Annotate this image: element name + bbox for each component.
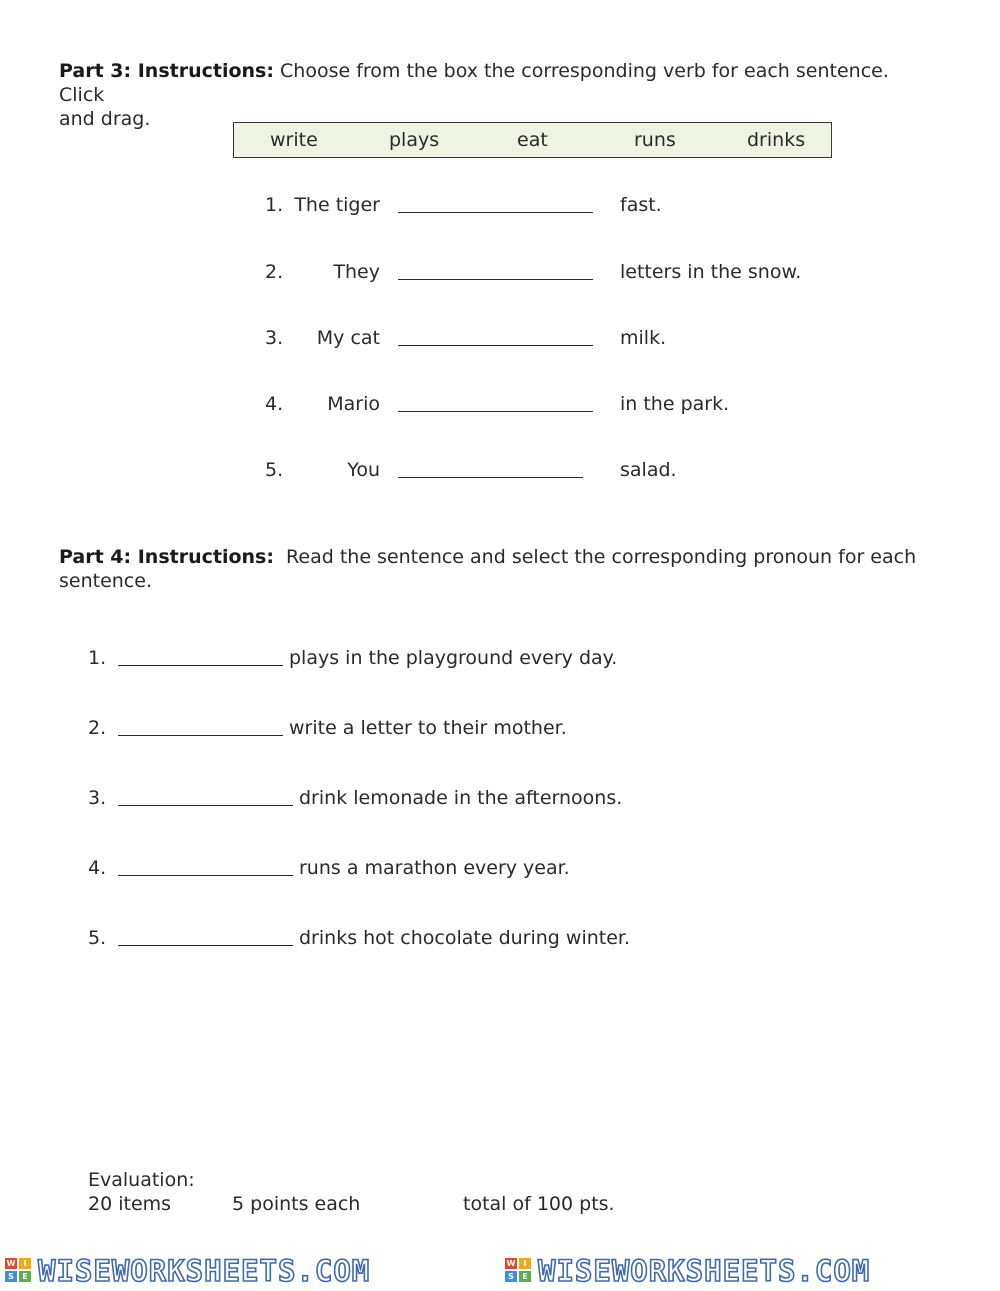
word-bank-item[interactable]: runs <box>634 129 676 151</box>
answer-blank[interactable] <box>398 411 593 412</box>
item-number: 5. <box>88 927 107 949</box>
brand-text: WISEWORKSHEETS.COM <box>538 1254 871 1288</box>
evaluation-items: 20 items <box>88 1193 172 1215</box>
item-subject: They <box>333 261 380 283</box>
answer-blank[interactable] <box>398 477 583 478</box>
logo-letter: I <box>19 1258 31 1269</box>
answer-blank[interactable] <box>118 945 293 946</box>
logo-letter: S <box>505 1271 517 1282</box>
answer-blank[interactable] <box>118 735 283 736</box>
item-ending: drinks hot chocolate during winter. <box>299 927 631 949</box>
logo-letter: S <box>5 1271 17 1282</box>
item-number: 2. <box>88 717 107 739</box>
part4-instruction-text-2: sentence. <box>59 570 152 592</box>
footer-watermark <box>0 1252 1000 1291</box>
item-ending: salad. <box>620 459 677 481</box>
answer-blank[interactable] <box>118 665 283 666</box>
item-ending: fast. <box>620 194 662 216</box>
logo-letter: E <box>19 1271 31 1282</box>
logo-letter: E <box>519 1271 531 1282</box>
logo-letter: W <box>6 1259 16 1268</box>
answer-blank[interactable] <box>398 345 593 346</box>
item-number: 3. <box>88 787 107 809</box>
part4-instructions <box>59 545 939 593</box>
word-bank-item[interactable]: write <box>270 129 318 151</box>
item-ending: in the park. <box>620 393 730 415</box>
part3-heading: Part 3: Instructions: <box>59 60 274 82</box>
part3-instruction-text-2: and drag. <box>59 108 151 130</box>
word-bank <box>233 122 832 158</box>
answer-blank[interactable] <box>118 875 293 876</box>
item-subject: Mario <box>327 393 380 415</box>
item-number: 5. <box>265 459 284 481</box>
brand-text: WISEWORKSHEETS.COM <box>38 1254 371 1288</box>
item-number: 3. <box>265 327 284 349</box>
item-ending: letters in the snow. <box>620 261 802 283</box>
item-number: 4. <box>88 857 107 879</box>
part4-heading: Part 4: Instructions: <box>59 546 274 568</box>
item-subject: My cat <box>316 327 380 349</box>
item-subject: You <box>347 459 380 481</box>
word-bank-item[interactable]: drinks <box>747 129 806 151</box>
logo-letter: W <box>506 1259 516 1268</box>
answer-blank[interactable] <box>398 279 593 280</box>
part3-instructions <box>59 59 939 131</box>
word-bank-item[interactable]: eat <box>517 129 548 151</box>
item-ending: write a letter to their mother. <box>289 717 567 739</box>
brand-logo-icon <box>505 1258 533 1284</box>
item-ending: plays in the playground every day. <box>289 647 618 669</box>
item-number: 1. <box>88 647 107 669</box>
item-number: 4. <box>265 393 284 415</box>
part4-instruction-text: Read the sentence and select the corresponding pronoun for each <box>273 546 917 568</box>
evaluation-points: 5 points each <box>232 1193 361 1215</box>
evaluation-total: total of 100 pts. <box>463 1193 615 1215</box>
logo-letter: I <box>519 1258 531 1269</box>
answer-blank[interactable] <box>118 805 293 806</box>
evaluation-label: Evaluation: <box>88 1169 195 1191</box>
brand-logo-icon <box>5 1258 33 1284</box>
word-bank-item[interactable]: plays <box>389 129 440 151</box>
item-ending: drink lemonade in the afternoons. <box>299 787 623 809</box>
answer-blank[interactable] <box>398 212 593 213</box>
item-number: 2. <box>265 261 284 283</box>
item-subject: The tiger <box>294 194 380 216</box>
item-ending: runs a marathon every year. <box>299 857 570 879</box>
part3-instruction-text: Choose from the box the corresponding verb for each sentence. Click <box>59 60 889 106</box>
item-number: 1. <box>265 194 284 216</box>
item-ending: milk. <box>620 327 667 349</box>
